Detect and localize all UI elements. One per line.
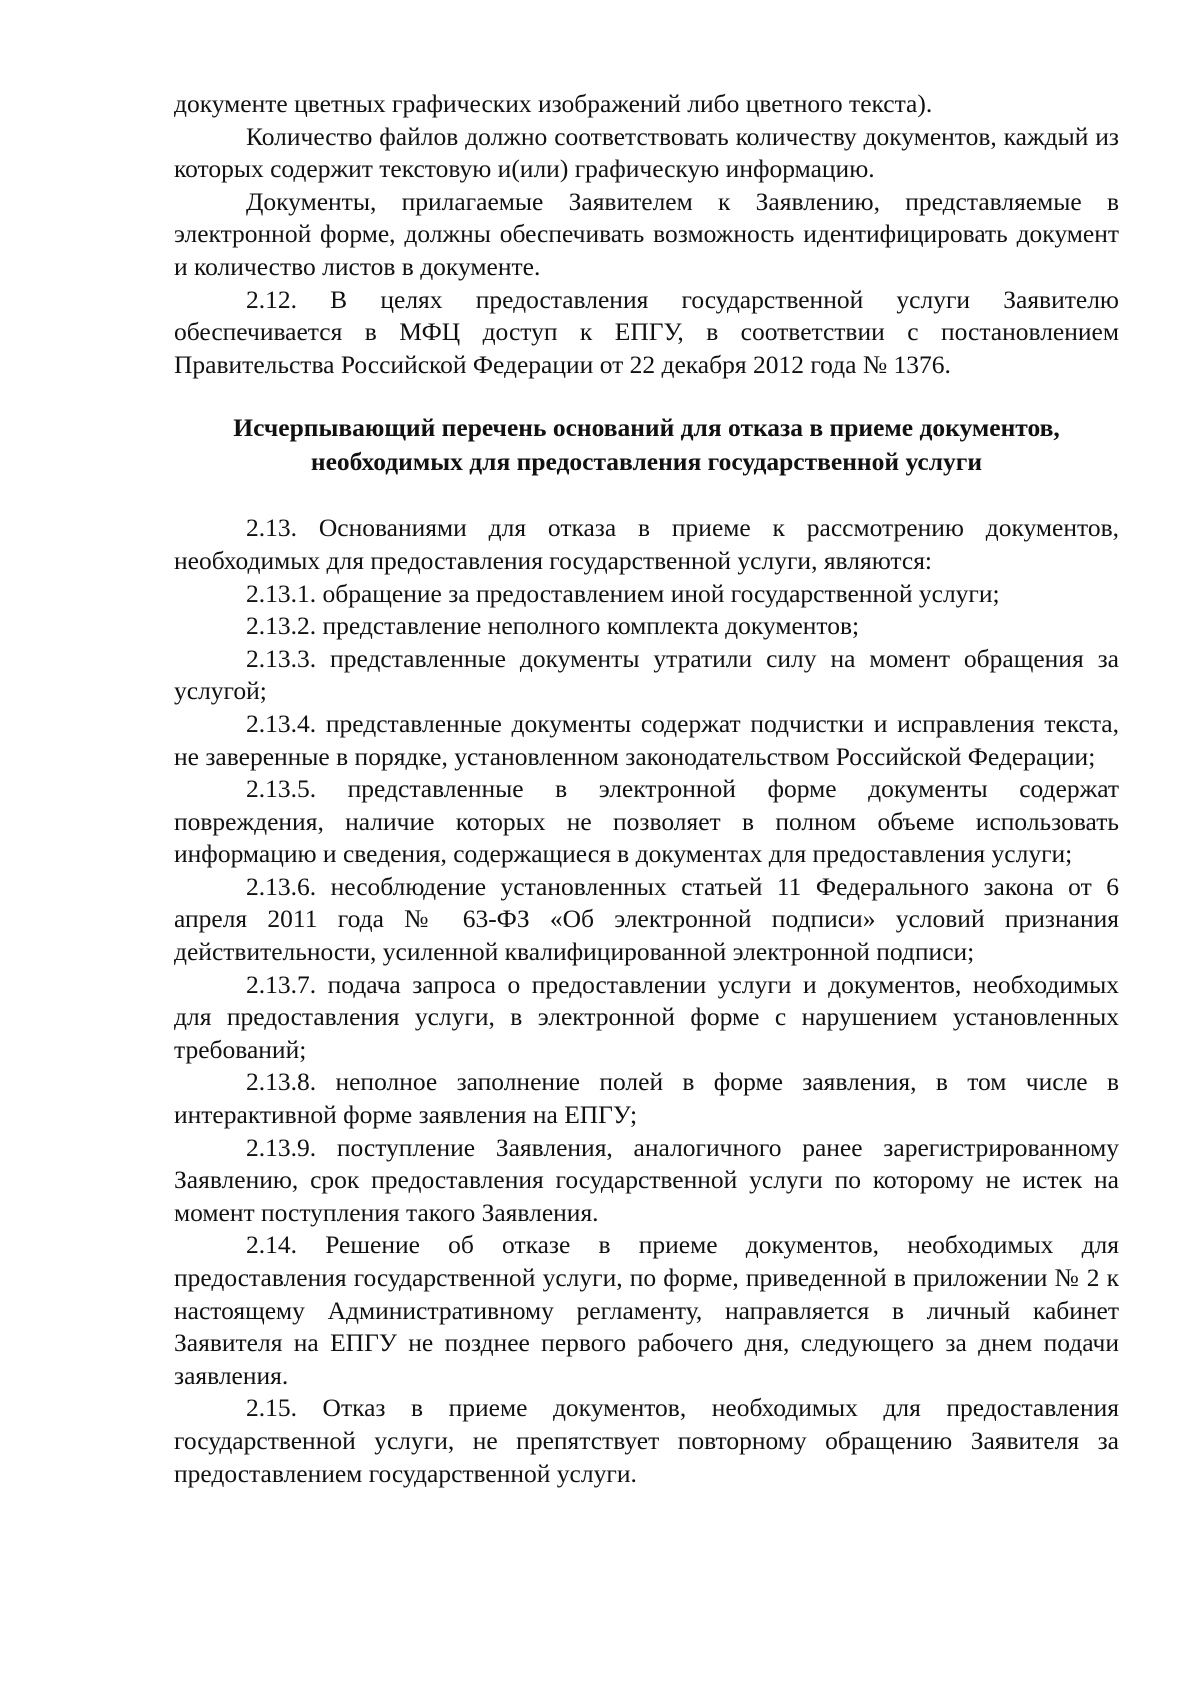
paragraph-2-15: 2.15. Отказ в приеме документов, необходимых для предоставления государственной услуги, не препятствует повторному обращению Заявителя за предоставлением государственной услуги. [174,1393,1119,1488]
paragraph-2-13: 2.13. Основаниями для отказа в приеме к рассмотрению документов, необходимых для предоставления государственной услуги, являются: [174,513,1119,575]
paragraph-2-13-8: 2.13.8. неполное заполнение полей в форме заявления, в том числе в интерактивной форме заявления на ЕПГУ; [174,1067,1119,1130]
paragraph-continuation: документе цветных графических изображений либо цветного текста). [174,89,933,118]
paragraph-2-14: 2.14. Решение об отказе в приеме документов, необходимых для предоставления государственной услуги, по форме, приведенной в приложении № 2 к настоящему Административному регламенту, направляется в личный кабинет Заявителя на ЕПГУ не позднее первого рабочего дня, следующего за днем подачи заявления. [174,1230,1119,1390]
paragraph-2-13-5: 2.13.5. представленные в электронной форме документы содержат повреждения, наличие которых не позволяет в полном объеме использовать информацию и сведения, содержащиеся в документах для предоставления услуги; [174,774,1119,869]
paragraph-2-12: 2.12. В целях предоставления государственной услуги Заявителю обеспечивается в МФЦ доступ к ЕПГУ, в соответствии с постановлением Правительства Российской Федерации от 22 декабря 2012 года № 1376. [174,284,1119,379]
section-heading [174,411,1119,479]
document-page [174,88,1119,1490]
paragraph-2-13-6: 2.13.6. несоблюдение установленных статьей 11 Федерального закона от 6 апреля 2011 года № 63-ФЗ «Об электронной подписи» условий признания действительности, усиленной квалифицированной электронной подписи; [174,871,1119,967]
section-heading-line-2: необходимых для предоставления государственной услуги [310,447,983,477]
paragraph-2-13-1: 2.13.1. обращение за предоставлением иной государственной услуги; [246,578,1000,608]
paragraph-2-13-2: 2.13.2. представление неполного комплекта документов; [246,611,860,641]
paragraph-2-13-7: 2.13.7. подача запроса о предоставлении услуги и документов, необходимых для предоставления услуги, в электронной форме с нарушением установленных требований; [174,969,1119,1064]
section-heading-line-1: Исчерпывающий перечень оснований для отказа в приеме документов, [233,413,1060,443]
paragraph-file-count: Количество файлов должно соответствовать количеству документов, каждый из которых содержит текстовую и(или) графическую информацию. [174,121,1119,184]
paragraph-attached-documents: Документы, прилагаемые Заявителем к Заявлению, представляемые в электронной форме, должны обеспечивать возможность идентифицировать документ и количество листов в документе. [174,186,1119,281]
paragraph-2-13-9: 2.13.9. поступление Заявления, аналогичного ранее зарегистрированному Заявлению, срок предоставления государственной услуги по которому не истек на момент поступления такого Заявления. [174,1132,1119,1227]
paragraph-2-13-3: 2.13.3. представленные документы утратили силу на момент обращения за услугой; [174,643,1119,706]
paragraph-2-13-4: 2.13.4. представленные документы содержат подчистки и исправления текста, не заверенные в порядке, установленном законодательством Российской Федерации; [174,708,1119,771]
